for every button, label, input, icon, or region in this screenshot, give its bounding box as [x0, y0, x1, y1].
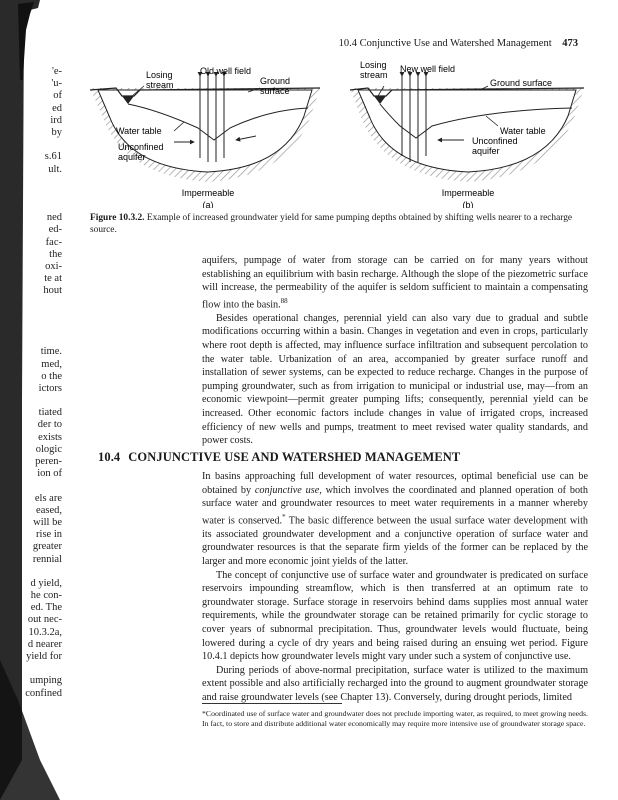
bleed-line: greater [32, 541, 62, 553]
running-header [330, 38, 578, 49]
panel-b-losing-stream-label: Losing stream [360, 60, 388, 80]
footnote: *Coordinated use of surface water and groundwater does not preclude importing water, as required, to meet growing needs. In fact, to store and distribute additional water economically may require more intensive use of groundwater storage space. [202, 709, 588, 729]
figure-caption [90, 212, 590, 236]
panel-b [350, 60, 584, 208]
paragraph-1-ref: 88 [280, 296, 288, 305]
bleed-line [6, 298, 62, 310]
bleed-line: d nearer [27, 638, 62, 650]
panel-b-new-well-field-label: New well field [400, 64, 456, 74]
panel-b-unconfined-aquifer-label: Unconfined aquifer [472, 136, 518, 156]
body-top [202, 254, 588, 448]
svg-text:Losingstream: Losing stream [146, 70, 174, 90]
bleed-line: oxi- [45, 261, 62, 272]
bleed-line: tiated [38, 407, 62, 419]
bleed-line: out nec- [27, 614, 62, 626]
bleed-line [6, 480, 62, 492]
footnote-rule [202, 703, 342, 704]
bleed-line: eased, [36, 504, 62, 516]
bleed-line: confined [25, 687, 62, 699]
figure-10-3-2 [88, 58, 588, 208]
bleed-line: he con- [30, 590, 62, 602]
bleed-line: hout [43, 285, 62, 297]
bleed-line: rise in [36, 529, 62, 541]
paragraph-3-footnote-mark: * [282, 512, 286, 521]
panel-a-impermeable-label: Impermeable [181, 188, 235, 198]
bleed-line: ed. The [30, 602, 62, 614]
panel-a-old-well-field-label: Old well field [200, 66, 252, 76]
paragraph-4: The concept of conjunctive use of surface water and groundwater is predicated on surface reservoirs impounding streamflow, which is then transferred at an optimum rate to groundwater storage. Surface storage in reservoirs behind dams supplies most annual water requirements, while the groundwater storage can be retained primarily for cyclic storage to cover years of subnormal precipitation. Thus, groundwater levels would fluctuate, being lowered during a cycle of dry years and being raised during an ensuing wet period. Figure 10.4.1 depicts how groundwater levels might vary under such a system of conjunctive use. [202, 569, 588, 663]
bleed-line: d yield, [30, 577, 62, 589]
bleed-line [6, 310, 62, 322]
panel-a-ground-surface-label: Ground surface [260, 76, 291, 96]
bleed-line: ird [50, 114, 62, 126]
bleed-line: med, [41, 358, 62, 370]
panel-b-label: (b) [462, 200, 474, 208]
paragraph-3-text-b: which involves the coordinated and planned operation of both surface water and groundwater resources to meet water requirements in a manner whereby water is conserved. [202, 484, 588, 527]
paragraph-1-text: aquifers, pumpage of water from storage can be carried on for many years without establishing an equilibrium with basin recharge. Although the slope of the piezometric surface will increase, the permeability of the aquifer is seldom sufficient to maintain a compensating flow into the basin. [202, 255, 588, 311]
bleed-line: ed- [48, 224, 62, 236]
bleed-line: fac- [45, 236, 62, 248]
panel-a [90, 66, 320, 208]
paragraph-2: Besides operational changes, perennial yield can also vary due to gradual and subtle modifications occurring within a basin. Changes in vegetation and even in crops, particularly where root depth is affected, may influence surface infiltration and subsequent percolation to the water table. Urbanization of an area, accompanied by greater surface runoff and installation of sewer systems, can be expected to reduce recharge. Changes in the purpose of pumping groundwater, such as from irrigation to municipal or industrial use, may—from an economic viewpoint—permit greater pumping lifts; consequently, perennial yield can be increased. Other economic factors include changes in value of irrigated crops, increased efficiency of new wells and pumps, treatment to meet revised water quality standards, and power costs. [202, 312, 588, 447]
bleed-line [6, 334, 62, 346]
bleed-line [6, 566, 62, 578]
bleed-line: ictors [38, 382, 62, 394]
paragraph-1 [202, 254, 588, 312]
panel-a-label: (a) [202, 200, 214, 208]
bleed-line: yield for [26, 651, 62, 662]
section-running-title: 10.4 Conjunctive Use and Watershed Management [338, 38, 552, 49]
bleed-line: o the [41, 370, 62, 382]
section-heading-title: CONJUNCTIVE USE AND WATERSHED MANAGEMENT [128, 450, 461, 464]
bleed-line [6, 176, 62, 188]
bleed-line [6, 139, 62, 151]
groundwater-diagram [88, 58, 588, 208]
bleed-line [6, 663, 62, 675]
section-heading-number: 10.4 [98, 450, 121, 464]
bleed-line: der to [37, 419, 62, 431]
bleed-line: exists [38, 431, 62, 443]
bleed-line: peren- [35, 456, 62, 467]
panel-a-water-table-label: Water table [116, 126, 162, 136]
bleed-line: umping [29, 675, 62, 687]
page-number: 473 [562, 38, 578, 49]
panel-b-water-table-label: Water table [500, 126, 546, 136]
paragraph-3-emphasis: conjunctive use, [254, 484, 322, 496]
bleed-line: of [53, 90, 62, 102]
bleed-line: rennial [32, 553, 62, 565]
paragraph-5: During periods of above-normal precipitation, surface water is utilized to the maximum extent possible and also artificially recharged into the ground to augment groundwater storage and raise groundwater levels (see Chapter 13). Conversely, during drought periods, limited [202, 664, 588, 703]
body-bottom [202, 470, 588, 704]
bleed-line: time. [40, 346, 62, 358]
section-heading [98, 450, 468, 465]
bleed-line: ologic [35, 443, 62, 455]
panel-b-ground-surface-label: Ground surface [490, 78, 553, 88]
bleed-line [6, 395, 62, 407]
bleed-line: els are [34, 492, 62, 504]
panel-a-unconfined-aquifer-label: Unconfined aquifer [118, 142, 164, 162]
bleed-line [6, 200, 62, 212]
figure-caption-number: Figure 10.3.2. [90, 213, 145, 223]
bleed-line: ed [52, 102, 62, 114]
bleed-line: ned [46, 212, 62, 224]
bleed-line: s.61 [44, 151, 62, 163]
bleed-line [6, 322, 62, 334]
bleed-line: te at [44, 273, 62, 285]
bleed-line: will be [33, 516, 62, 528]
paragraph-3 [202, 470, 588, 569]
figure-caption-text: Example of increased groundwater yield for same pumping depths obtained by shifting wells nearer to a recharge source. [90, 213, 573, 235]
bleed-line: by [51, 126, 62, 138]
bleed-line: ult. [48, 163, 62, 175]
bleed-line: ion of [37, 468, 62, 480]
paragraph-3-text-c: The basic difference between the usual surface water development with its associated groundwater development and a conjunctive operation of surface water and groundwater resources is that the separate firm yields of the former can be replaced by the larger and more economic joint yields of the latter. [202, 515, 588, 567]
panel-b-impermeable-label: Impermeable [441, 188, 495, 198]
facing-page-bleed [6, 66, 62, 700]
bleed-line: 'e- [51, 66, 62, 77]
bleed-line: 10.3.2a, [28, 626, 62, 638]
bleed-line [6, 188, 62, 200]
paragraph-3-text-a: In basins approaching full development of water resources, optimal beneficial use can be obtained by [202, 471, 588, 496]
bleed-line: 'u- [51, 78, 62, 90]
bleed-line: the [49, 248, 62, 260]
